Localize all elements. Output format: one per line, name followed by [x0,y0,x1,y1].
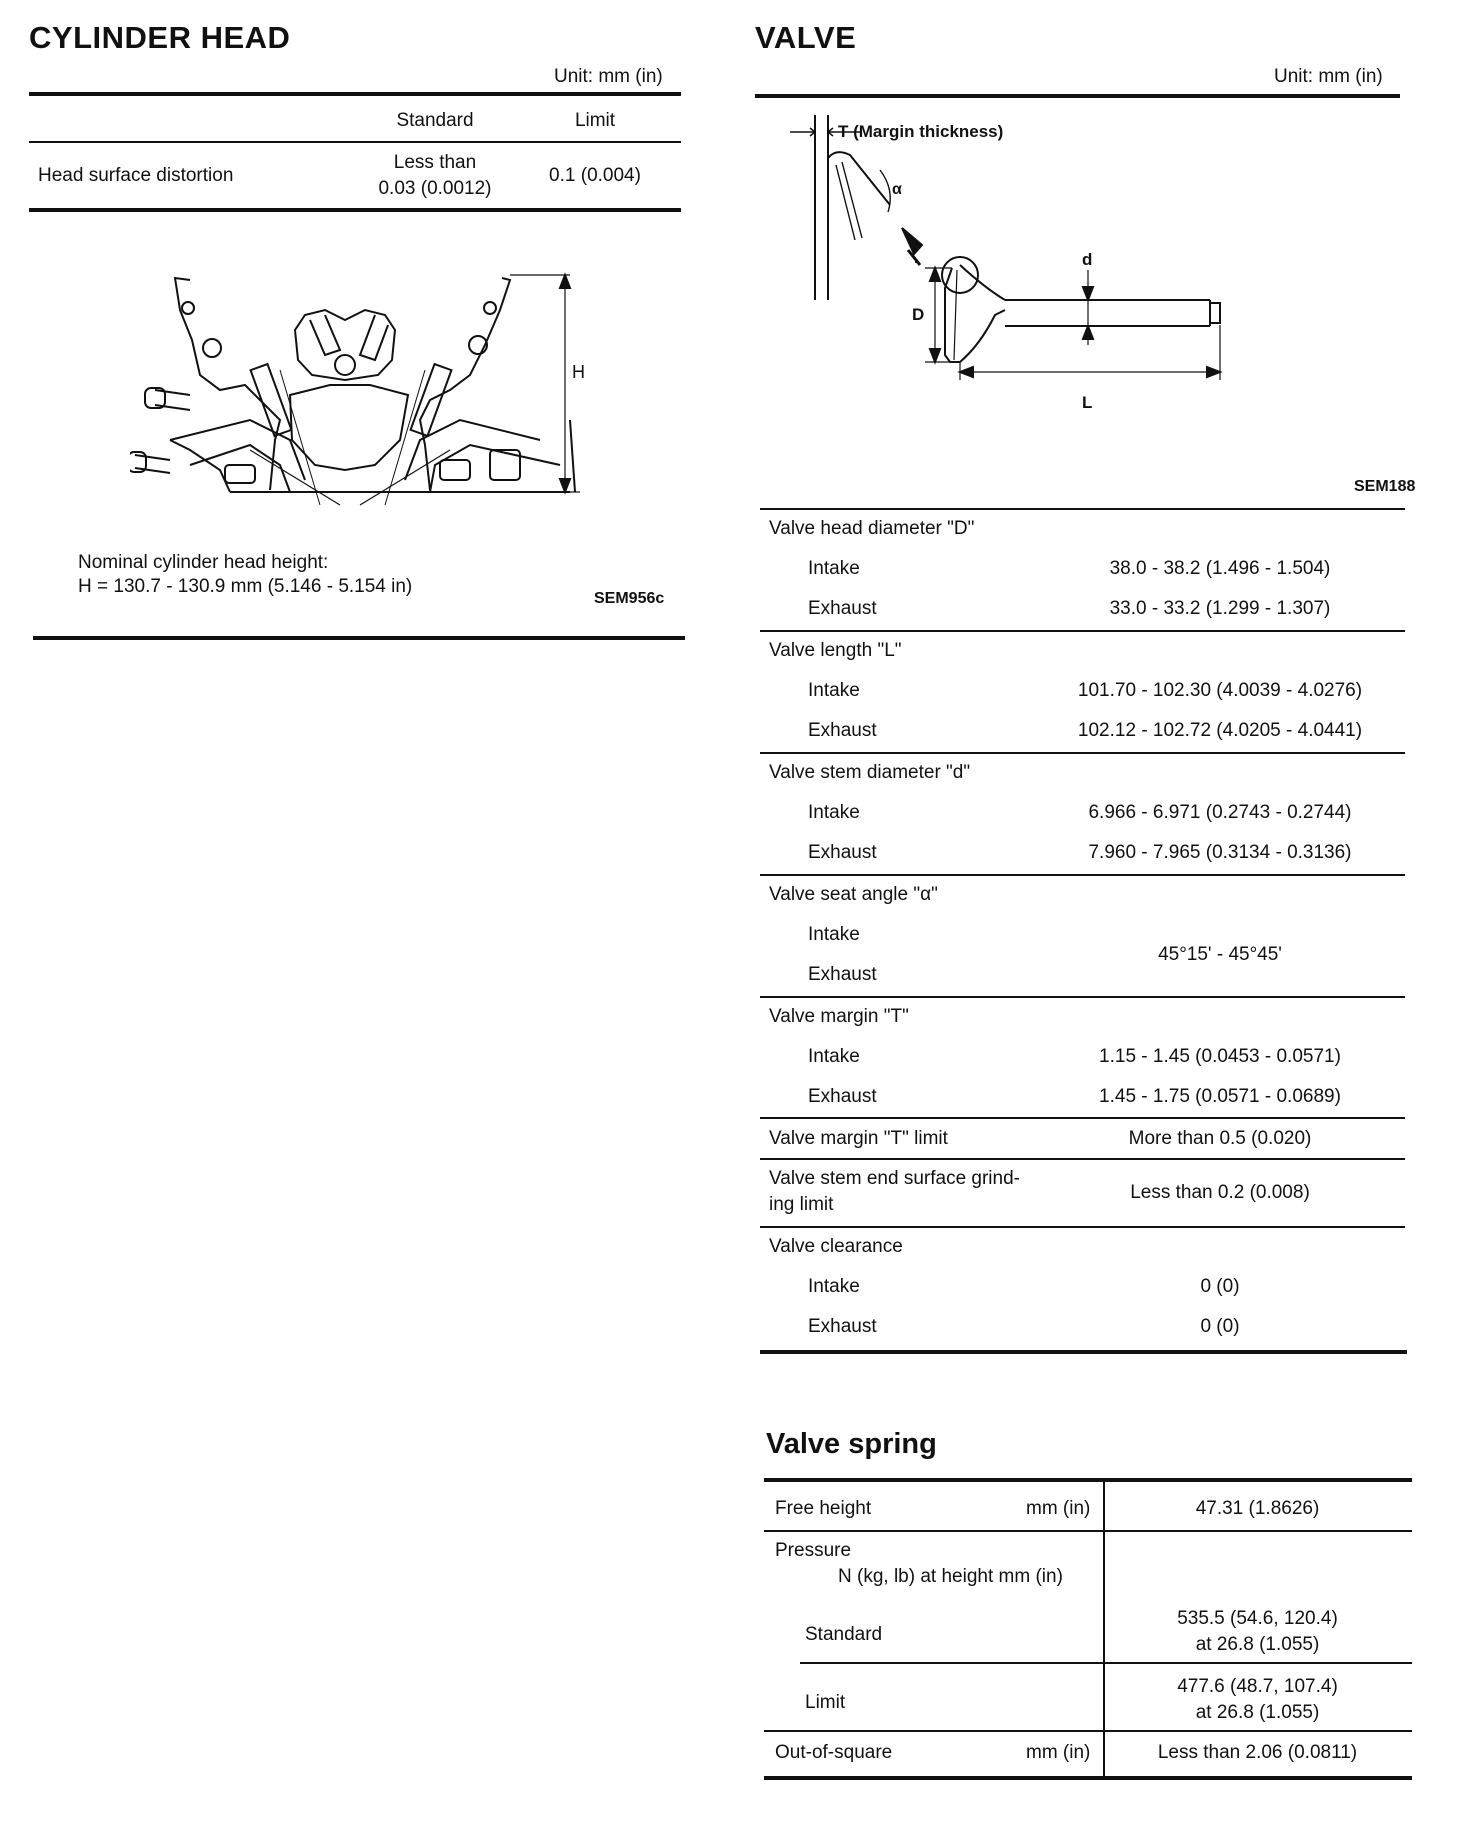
cylinder-head-unit: Unit: mm (in) [554,66,663,87]
valve-spring-bottom-rule [764,1776,1412,1780]
length-L-label: L [1082,393,1093,412]
stem-end-label-line2: ing limit [769,1194,834,1215]
pressure-standard-line1: 535.5 (54.6, 120.4) [1177,1608,1338,1629]
head-surface-standard-line2: 0.03 (0.0012) [378,178,492,199]
stem-end-value: Less than 0.2 (0.008) [1130,1182,1310,1203]
valve-spring-row-rule [764,1530,1412,1532]
valve-diagram [780,110,1250,430]
head-D-label: D [912,305,925,324]
cylinder-head-top-rule [29,92,681,96]
valve-table-bottom-rule [760,1350,1407,1354]
head-surface-standard-line1: Less than [393,152,477,173]
valve-spring-top-rule [764,1478,1412,1482]
out-of-square-value: Less than 2.06 (0.0811) [1157,1742,1358,1763]
cylinder-head-col-limit: Limit [574,110,616,131]
pressure-unit: N (kg, lb) at height mm (in) [838,1566,1063,1587]
valve-row-rule [760,1117,1405,1119]
valve-figure-code: SEM188 [1354,478,1416,495]
valve-row-rule [760,752,1405,754]
margin-exhaust-value: 1.45 - 1.75 (0.0571 - 0.0689) [1099,1086,1341,1107]
valve-row-rule [760,874,1405,876]
margin-thickness-label: T (Margin thickness) [838,122,1004,141]
cylinder-head-section-end-rule [33,636,685,640]
valve-row-rule [760,1158,1405,1160]
cylinder-head-table-bottom-rule [29,208,681,212]
out-of-square-label: Out-of-square [775,1742,893,1763]
clearance-exhaust-label: Exhaust [808,1316,877,1337]
valve-unit: Unit: mm (in) [1274,66,1383,87]
valve-spring-subrow-rule [800,1662,1412,1664]
free-height-value: 47.31 (1.8626) [1195,1498,1320,1519]
diagram-h-label: H [572,362,585,382]
cylinder-head-title: CYLINDER HEAD [29,20,291,55]
cylinder-head-figure-code: SEM956c [594,590,665,607]
pressure-standard-line2: at 26.8 (1.055) [1195,1634,1320,1655]
margin-label: Valve margin "T" [769,1006,909,1027]
margin-limit-label: Valve margin "T" limit [769,1128,948,1149]
seat-angle-value: 45°15' - 45°45' [1158,944,1282,965]
pressure-limit-line2: at 26.8 (1.055) [1195,1702,1320,1723]
valve-table-top-rule [760,508,1405,510]
cylinder-head-header-rule [29,141,681,143]
seat-angle-intake-label: Intake [808,924,860,945]
nominal-height-note-line2: H = 130.7 - 130.9 mm (5.146 - 5.154 in) [78,576,413,597]
pressure-label: Pressure [775,1540,852,1561]
length-exhaust-label: Exhaust [808,720,877,741]
length-exhaust-value: 102.12 - 102.72 (4.0205 - 4.0441) [1077,720,1363,741]
clearance-label: Valve clearance [769,1236,903,1257]
margin-intake-value: 1.15 - 1.45 (0.0453 - 0.0571) [1099,1046,1341,1067]
pressure-limit-line1: 477.6 (48.7, 107.4) [1177,1676,1338,1697]
free-height-label: Free height [775,1498,872,1519]
valve-row-rule [760,630,1405,632]
stem-diameter-label: Valve stem diameter "d" [769,762,971,783]
stem-d-label: d [1082,250,1093,269]
length-intake-value: 101.70 - 102.30 (4.0039 - 4.0276) [1077,680,1363,701]
cylinder-head-col-standard: Standard [396,110,474,131]
valve-spring-row-rule [764,1730,1412,1732]
stem-diameter-intake-value: 6.966 - 6.971 (0.2743 - 0.2744) [1088,802,1352,823]
clearance-intake-label: Intake [808,1276,860,1297]
clearance-intake-value: 0 (0) [1200,1276,1240,1297]
out-of-square-unit: mm (in) [1026,1742,1091,1763]
free-height-unit: mm (in) [1026,1498,1091,1519]
stem-diameter-intake-label: Intake [808,802,860,823]
stem-diameter-exhaust-value: 7.960 - 7.965 (0.3134 - 0.3136) [1088,842,1352,863]
valve-row-rule [760,996,1405,998]
head-diameter-intake-label: Intake [808,558,860,579]
stem-diameter-exhaust-label: Exhaust [808,842,877,863]
head-diameter-exhaust-label: Exhaust [808,598,877,619]
head-diameter-exhaust-value: 33.0 - 33.2 (1.299 - 1.307) [1109,598,1331,619]
valve-row-rule [760,1226,1405,1228]
cylinder-head-diagram [130,270,590,510]
valve-top-rule [755,94,1400,98]
seat-angle-exhaust-label: Exhaust [808,964,877,985]
nominal-height-note-line1: Nominal cylinder head height: [78,552,329,573]
pressure-limit-label: Limit [805,1692,846,1713]
head-diameter-intake-value: 38.0 - 38.2 (1.496 - 1.504) [1109,558,1331,579]
valve-title: VALVE [755,20,857,55]
clearance-exhaust-value: 0 (0) [1200,1316,1240,1337]
seat-angle-label: Valve seat angle "α" [769,884,938,905]
length-intake-label: Intake [808,680,860,701]
margin-exhaust-label: Exhaust [808,1086,877,1107]
margin-limit-value: More than 0.5 (0.020) [1128,1128,1312,1149]
length-label: Valve length "L" [769,640,902,661]
head-surface-distortion-label: Head surface distortion [38,165,234,186]
margin-intake-label: Intake [808,1046,860,1067]
pressure-standard-label: Standard [805,1624,883,1645]
head-diameter-label: Valve head diameter "D" [769,518,975,539]
head-surface-limit-value: 0.1 (0.004) [549,165,641,186]
valve-spring-title: Valve spring [766,1428,937,1460]
alpha-label: α [892,181,902,198]
stem-end-label-line1: Valve stem end surface grind- [769,1168,1020,1189]
